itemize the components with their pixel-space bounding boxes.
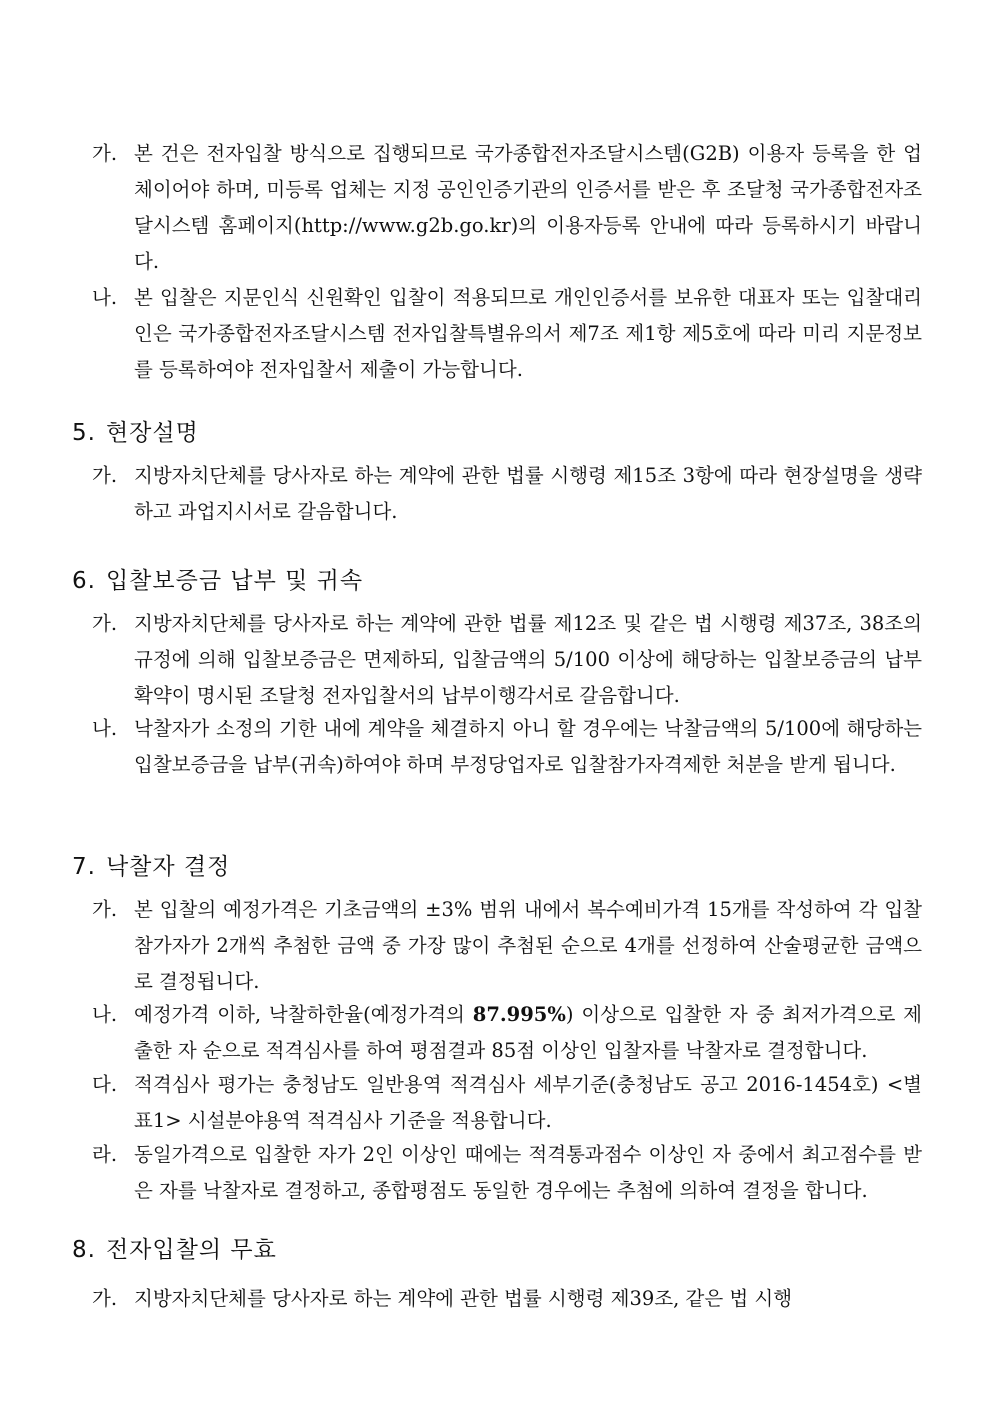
section-number: 6. [72, 568, 96, 594]
item-text: 지방자치단체를 당사자로 하는 계약에 관한 법률 시행령 제15조 3항에 따라 현장설명을 생략하고 과업지시서로 갈음합니다. [134, 464, 922, 523]
section-heading [72, 851, 230, 883]
item-text: 본 입찰은 지문인식 신원확인 입찰이 적용되므로 개인인증서를 보유한 대표자 또는 입찰대리인은 국가종합전자조달시스템 전자입찰특별유의서 제7조 제1항 제5호에 따라 미리 지문정보를 등록하여야 전자입찰서 제출이 가능합니다. [134, 286, 922, 381]
item-text: 낙찰자가 소정의 기한 내에 계약을 체결하지 아니 할 경우에는 낙찰금액의 5/100에 해당하는 입찰보증금을 납부(귀속)하여야 하며 부정당업자로 입찰참가자격제한 처분을 받게 됩니다. [134, 717, 922, 776]
list-item [92, 458, 922, 530]
section-title: 입찰보증금 납부 및 귀속 [105, 568, 364, 594]
item-text-post: ) 이상으로 입찰한 자 중 최저가격으로 제출한 자 순으로 적격심사를 하여 평점결과 85점 이상인 입찰자를 낙찰자로 결정합니다. [134, 1003, 922, 1062]
item-marker: 가. [92, 142, 118, 165]
list-item [92, 280, 922, 388]
section-title: 낙찰자 결정 [105, 854, 231, 880]
section-number: 8. [72, 1237, 96, 1263]
section-number: 5. [72, 420, 96, 446]
section-number: 7. [72, 854, 96, 880]
item-text: 지방자치단체를 당사자로 하는 계약에 관한 법률 제12조 및 같은 법 시행령 제37조, 38조의 규정에 의해 입찰보증금은 면제하되, 입찰금액의 5/100 이상에 해당하는 입찰보증금의 납부확약이 명시된 조달청 전자입찰서의 납부이행각서로 갈음합니다. [134, 612, 922, 707]
lower-limit-rate: 87.995% [472, 1003, 566, 1026]
item-marker: 가. [92, 898, 118, 921]
item-marker: 가. [92, 612, 118, 635]
item-text: 본 입찰의 예정가격은 기초금액의 ±3% 범위 내에서 복수예비가격 15개를 작성하여 각 입찰참가자가 2개씩 추첨한 금액 중 가장 많이 추첨된 순으로 4개를 선정하여 산술평균한 금액으로 결정됩니다. [134, 898, 922, 993]
section-heading [72, 1234, 277, 1266]
section-title: 현장설명 [105, 420, 199, 446]
item-text: 동일가격으로 입찰한 자가 2인 이상인 때에는 적격통과점수 이상인 자 중에서 최고점수를 받은 자를 낙찰자로 결정하고, 종합평점도 동일한 경우에는 추첨에 의하여 결정을 합니다. [134, 1143, 922, 1202]
item-marker: 나. [92, 1003, 118, 1026]
item-marker: 다. [92, 1073, 118, 1096]
list-item [92, 892, 922, 1000]
item-text: 적격심사 평가는 충청남도 일반용역 적격심사 세부기준(충청남도 공고 2016-1454호) <별표1> 시설분야용역 적격심사 기준을 적용합니다. [134, 1073, 922, 1132]
item-text: 지방자치단체를 당사자로 하는 계약에 관한 법률 시행령 제39조, 같은 법 시행 [134, 1287, 793, 1310]
item-text: 본 건은 전자입찰 방식으로 집행되므로 국가종합전자조달시스템(G2B) 이용자 등록을 한 업체이어야 하며, 미등록 업체는 지정 공인인증기관의 인증서를 받은 후 조달청 국가종합전자조달시스템 홈페이지(http://www.g2b.go.kr)의 이용자등록 안내에 따라 등록하시기 바랍니다. [134, 142, 922, 273]
list-item [92, 711, 922, 783]
list-item [92, 1281, 922, 1317]
list-item [92, 1137, 922, 1209]
item-marker: 나. [92, 717, 118, 740]
section-title: 전자입찰의 무효 [105, 1237, 277, 1263]
list-item [92, 1067, 922, 1139]
item-marker: 가. [92, 1287, 118, 1310]
item-marker: 나. [92, 286, 118, 309]
section-heading [72, 417, 199, 449]
item-text-pre: 예정가격 이하, 낙찰하한율(예정가격의 [134, 1003, 473, 1026]
list-item [92, 606, 922, 714]
item-marker: 라. [92, 1143, 118, 1166]
list-item [92, 136, 922, 280]
section-heading [72, 565, 363, 597]
list-item [92, 997, 922, 1069]
item-marker: 가. [92, 464, 118, 487]
